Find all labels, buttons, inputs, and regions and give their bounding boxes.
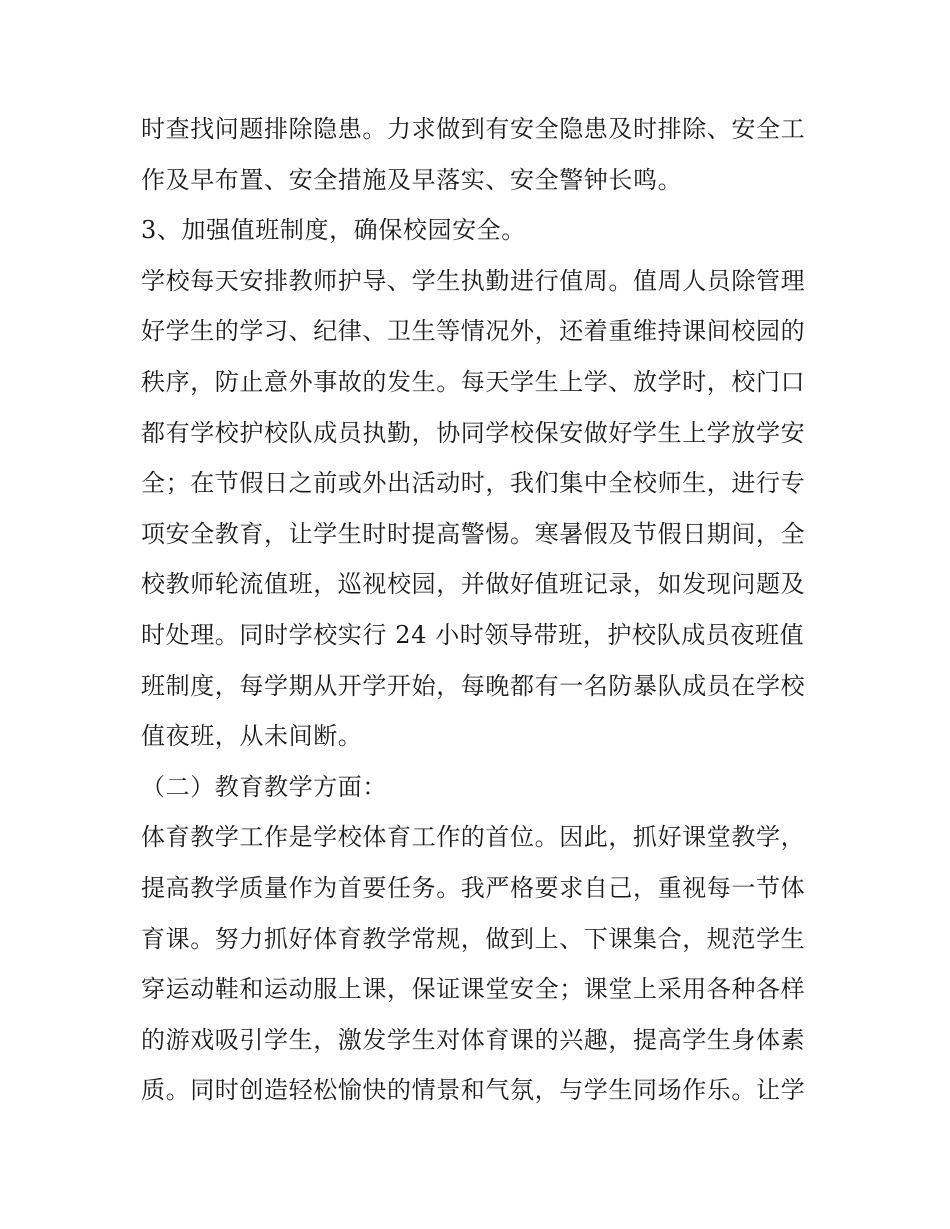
text-line: 穿运动鞋和运动服上课，保证课堂安全；课堂上采用各种各样 xyxy=(141,975,806,1004)
text-line: 学校每天安排教师护导、学生执勤进行值周。值周人员除管理 xyxy=(141,266,806,295)
text-line: 值夜班，从未间断。 xyxy=(141,722,363,751)
text-line: 的游戏吸引学生，激发学生对体育课的兴趣，提高学生身体素 xyxy=(141,1025,806,1054)
text-line: 质。同时创造轻松愉快的情景和气氛，与学生同场作乐。让学 xyxy=(141,1076,806,1105)
text-line: 班制度，每学期从开学开始，每晚都有一名防暴队成员在学校 xyxy=(141,671,806,700)
text-line: 项安全教育，让学生时时提高警惕。寒暑假及节假日期间，全 xyxy=(141,519,806,548)
text-line: 好学生的学习、纪律、卫生等情况外，还着重维持课间校园的 xyxy=(141,317,806,346)
section-heading: （二）教育教学方面： xyxy=(141,772,387,801)
text-line: 作及早布置、安全措施及早落实、安全警钟长鸣。 xyxy=(141,165,683,194)
body-text xyxy=(141,104,831,1116)
text-line: 校教师轮流值班，巡视校园，并做好值班记录，如发现问题及 xyxy=(141,570,806,599)
text-line: 全；在节假日之前或外出活动时，我们集中全校师生，进行专 xyxy=(141,469,806,498)
text-line: 育课。努力抓好体育教学常规，做到上、下课集合，规范学生 xyxy=(141,924,806,953)
text-line: 秩序，防止意外事故的发生。每天学生上学、放学时，校门口 xyxy=(141,367,806,396)
text-line: 时处理。同时学校实行 24 小时领导带班，护校队成员夜班值 xyxy=(141,620,805,649)
section-heading: 3、加强值班制度，确保校园安全。 xyxy=(141,216,526,245)
text-line: 体育教学工作是学校体育工作的首位。因此，抓好课堂教学， xyxy=(141,823,806,852)
text-line: 时查找问题排除隐患。力求做到有安全隐患及时排除、安全工 xyxy=(141,115,806,143)
text-line: 提高教学质量作为首要任务。我严格要求自己，重视每一节体 xyxy=(141,873,806,902)
text-line: 都有学校护校队成员执勤，协同学校保安做好学生上学放学安 xyxy=(141,418,806,447)
